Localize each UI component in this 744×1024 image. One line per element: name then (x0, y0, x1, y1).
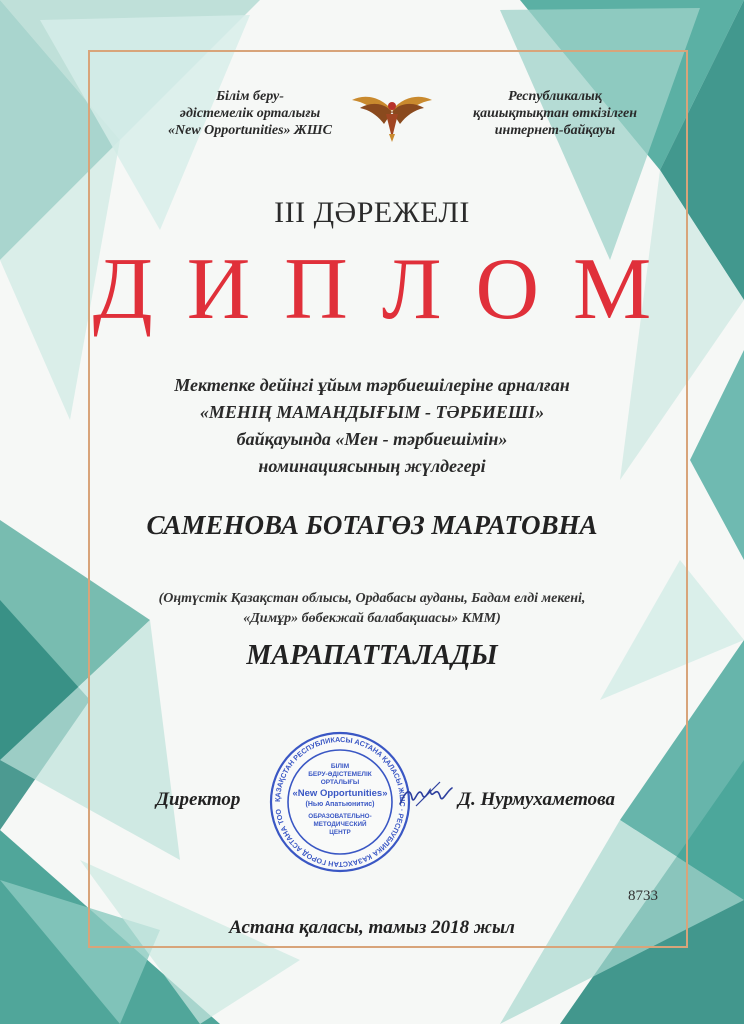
description-line: номинациясының жүлдегері (258, 456, 486, 476)
stamp-line: МЕТОДИЧЕСКИЙ (313, 821, 367, 828)
organizer-left-line: «New Opportunities» ЖШС (168, 123, 332, 138)
organizer-left-line: әдістемелік орталығы (179, 106, 321, 121)
signature-label: Директор (156, 789, 241, 810)
stamp-line: БЕРУ-ӘДІСТЕМЕЛІК (308, 771, 372, 778)
stamp-line: ОБРАЗОВАТЕЛЬНО- (308, 813, 372, 820)
description-line: Мектепке дейінгі ұйым тәрбиешілеріне арналған (174, 375, 570, 395)
stamp-line: (Нью Апатьюнитис) (305, 801, 375, 808)
address-line: «Димұр» бөбекжай балабақшасы» КММ) (243, 611, 501, 626)
organizer-right-line: қашықтықтан өткізілген (473, 106, 637, 121)
recipient-address (0, 589, 744, 629)
organizer-right (440, 88, 670, 139)
organizer-left-line: Білім беру- (216, 89, 284, 104)
organizer-right-line: Республикалық (508, 89, 602, 104)
serial-number: 8733 (628, 888, 658, 904)
stamp-line: «New Opportunities» (292, 788, 388, 799)
award-text: МАРАПАТТАЛАДЫ (246, 640, 498, 671)
organizer-right-line: интернет-байқауы (494, 123, 616, 138)
description-line: байқауында «Мен - тәрбиешімін» (236, 429, 508, 449)
diploma-description (0, 372, 744, 480)
diploma-degree: III ДӘРЕЖЕЛІ (274, 196, 470, 229)
stamp-line: ОРТАЛЫҒЫ (320, 779, 360, 786)
description-line: «МЕНІҢ МАМАНДЫҒЫМ - ТӘРБИЕШІ» (199, 402, 545, 422)
stamp-line: ЦЕНТР (329, 829, 351, 836)
place-date: Астана қаласы, тамыз 2018 жыл (229, 917, 515, 938)
eagle-logo-icon (350, 88, 434, 144)
diploma-title: ДИПЛОМ (92, 241, 686, 338)
official-stamp-icon (268, 730, 412, 874)
stamp-line: БІЛІМ (330, 763, 350, 770)
organizer-left (150, 88, 350, 139)
director-name: Д. Нурмухаметова (458, 789, 616, 810)
address-line: (Оңтүстік Қазақстан облысы, Ордабасы ауданы, Бадам елді мекені, (158, 591, 586, 606)
stamp-ring-text: ҚАЗАҚСТАН РЕСПУБЛИКАСЫ АСТАНА ҚАЛАСЫ ЖШС · РЕСПУБЛИКА КАЗАХСТАН ГОРОД АСТАНА ТОО (272, 734, 408, 870)
recipient-name: САМЕНОВА БОТАГӨЗ МАРАТОВНА (146, 510, 598, 540)
handwritten-signature-icon (396, 776, 456, 816)
